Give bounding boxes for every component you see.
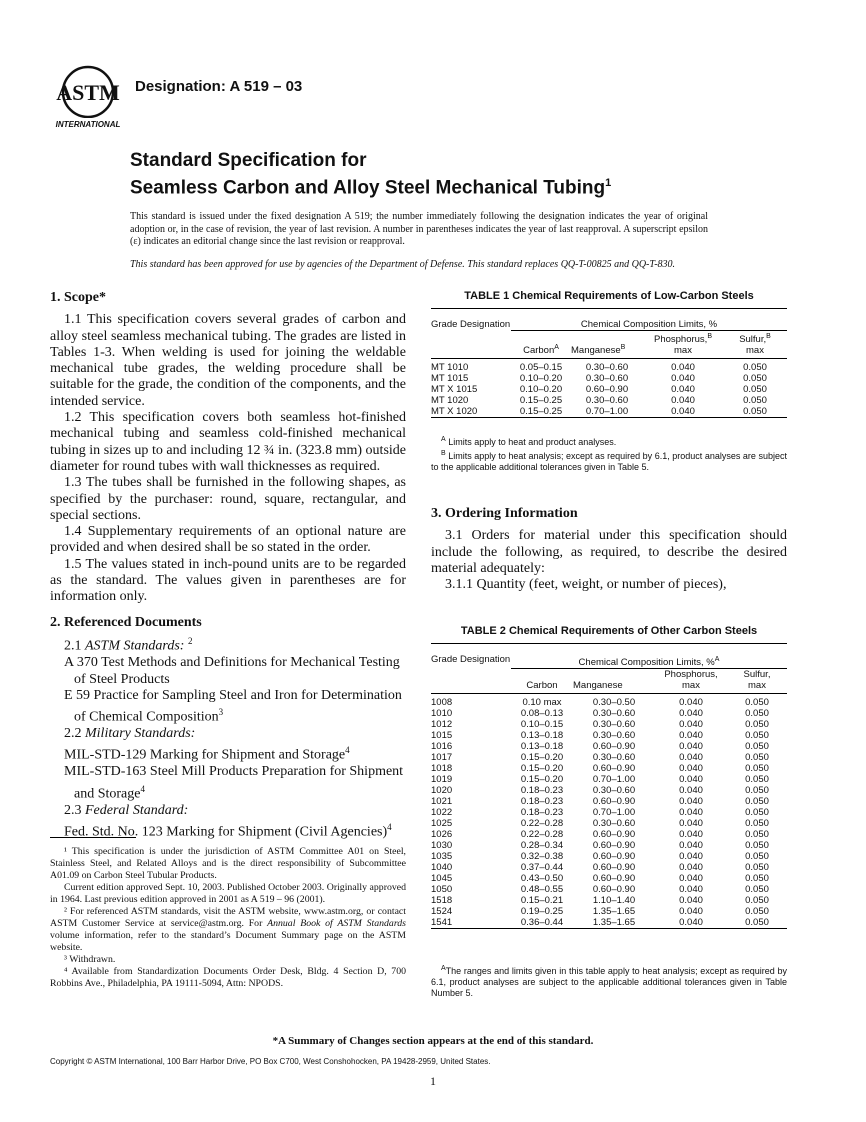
- table2-cell: 0.22–0.28: [520, 829, 564, 841]
- table2-row: [431, 763, 787, 774]
- table1-cell: 0.15–0.25: [519, 395, 563, 407]
- table2-cell: 1050: [431, 884, 453, 896]
- table2-row: [431, 917, 787, 929]
- table2-col-header: Manganese: [573, 680, 623, 692]
- table2-cell: 1008: [431, 697, 453, 709]
- table2-cell: 0.040: [679, 829, 703, 841]
- table2-row: [431, 851, 787, 862]
- table2-cell: 0.30–0.60: [592, 719, 636, 731]
- table1-cell: MT 1010: [431, 362, 469, 374]
- table2-cell: 0.050: [745, 730, 769, 742]
- table2-row: [431, 862, 787, 873]
- table1-cell: 0.040: [671, 406, 695, 418]
- table2-cell: 0.050: [745, 873, 769, 885]
- scope-1-2: 1.2 This specification covers both seamless hot-finished mechanical tubing and seamless cold-finished mechanical tubing in sizes up to and including 12 ¾ in. (323.8 mm) outside diameter for round tubes with wall thicknesses as required.: [50, 410, 406, 474]
- table2-cell: 1.10–1.40: [592, 895, 636, 907]
- scope-1-4: 1.4 Supplementary requirements of an optional nature are provided and when desired shall be so stated in the order.: [50, 524, 406, 556]
- table2-cell: 0.18–0.23: [520, 796, 564, 808]
- table1-note-a: $^A$ Limits apply to heat and product analyses.: [441, 436, 617, 447]
- table2-row: [431, 719, 787, 730]
- table2-cell: 0.040: [679, 796, 703, 808]
- table1-cell: MT 1015: [431, 373, 469, 385]
- table2-cell: 0.60–0.90: [592, 862, 636, 874]
- table2-cell: 0.050: [745, 752, 769, 764]
- table2-cell: 0.15–0.20: [520, 752, 564, 764]
- table2-cell: 1.35–1.65: [592, 917, 636, 929]
- table2-cell: 1026: [431, 829, 453, 841]
- table2-cell: 0.050: [745, 884, 769, 896]
- scope-heading: 1. Scope*: [50, 290, 106, 305]
- table2-cell: 0.040: [679, 840, 703, 852]
- table2-cell: 0.050: [745, 829, 769, 841]
- page-number: 1: [430, 1074, 436, 1088]
- table2-cell: 0.040: [679, 741, 703, 753]
- designation: Designation: A 519 – 03: [135, 78, 303, 95]
- footnote-2: ² For referenced ASTM standards, visit the ASTM website, www.astm.org, or contact ASTM Customer Service at service@astm.org. For Annual Book of ASTM Standards volume information, refer to the standard’s Document Summary page on the ASTM website.: [50, 906, 406, 953]
- section-referenced-documents: [50, 615, 406, 841]
- table2-col-header: Carbon: [526, 680, 558, 692]
- table2-cell: 0.43–0.50: [520, 873, 564, 885]
- table1-cell: 0.050: [743, 384, 767, 396]
- scope-1-5: 1.5 The values stated in inch-pound units are to be regarded as the standard. The values given in parentheses are for information only.: [50, 556, 406, 605]
- table2-cell: 0.15–0.20: [520, 763, 564, 775]
- table1-cell: 0.040: [671, 384, 695, 396]
- table2-cell: 1025: [431, 818, 453, 830]
- table1-cell: 0.040: [671, 373, 695, 385]
- table2-cell: 0.050: [745, 741, 769, 753]
- table1-grade-header: Grade Designation: [431, 319, 511, 330]
- table2-cell: 0.60–0.90: [592, 840, 636, 852]
- table1-cell: 0.70–1.00: [585, 406, 629, 418]
- table2-row: [431, 840, 787, 851]
- table1-row: [431, 373, 787, 384]
- table2-cell: 0.28–0.34: [520, 840, 564, 852]
- section-ordering-information: [431, 506, 787, 593]
- table2-cell: 0.040: [679, 774, 703, 786]
- refs-2-1: 2.1 ASTM Standards: $^2$: [64, 636, 193, 654]
- table2-col-header: Sulfur, max: [743, 669, 771, 692]
- table2-row: [431, 774, 787, 785]
- table2-cell: 0.60–0.90: [592, 763, 636, 775]
- table2-cell: 0.040: [679, 917, 703, 929]
- ref-a370: A 370 Test Methods and Definitions for Mechanical Testing of Steel Products: [64, 655, 400, 687]
- table2-cell: 1019: [431, 774, 453, 786]
- table2-cell: 0.040: [679, 862, 703, 874]
- title-line-2: Seamless Carbon and Alloy Steel Mechanical Tubing$^1$: [130, 177, 612, 199]
- table2-cell: 0.050: [745, 851, 769, 863]
- table2-cell: 0.32–0.38: [520, 851, 564, 863]
- table2-cell: 0.050: [745, 796, 769, 808]
- table2-cell: 1018: [431, 763, 453, 775]
- table2-cell: 0.040: [679, 851, 703, 863]
- table2-cell: 0.040: [679, 906, 703, 918]
- table1-cell: MT 1020: [431, 395, 469, 407]
- table2-cell: 0.15–0.21: [520, 895, 564, 907]
- table2: [431, 643, 787, 929]
- table2-cell: 1040: [431, 862, 453, 874]
- table2-cell: 1012: [431, 719, 453, 731]
- table2-cell: 0.050: [745, 895, 769, 907]
- table1-cell: 0.30–0.60: [585, 373, 629, 385]
- table1-notes: [431, 434, 787, 473]
- table2-row: [431, 895, 787, 906]
- table2-row: [431, 730, 787, 741]
- scope-1-3: 1.3 The tubes shall be furnished in the following shapes, as specified by the purchaser: round, square, rectangular, and special sections.: [50, 475, 406, 523]
- table1-col-header: Manganese$^B$: [571, 344, 626, 357]
- footnotes: [50, 846, 406, 990]
- table2-row: [431, 752, 787, 763]
- table1-cell: 0.050: [743, 395, 767, 407]
- table1-col-header: Phosphorus,$^B$ max: [653, 333, 712, 357]
- table2-cell: 0.050: [745, 785, 769, 797]
- table1-cell: 0.30–0.60: [585, 362, 629, 374]
- table2-cell: 1016: [431, 741, 453, 753]
- section-scope: [50, 290, 406, 606]
- table2-cell: 0.13–0.18: [520, 730, 564, 742]
- table1-col-header: Carbon$^A$: [523, 344, 559, 357]
- ordering-heading: 3. Ordering Information: [431, 506, 578, 521]
- table1-cell: MT X 1020: [431, 406, 478, 418]
- table1-cell: MT X 1015: [431, 384, 478, 396]
- table2-cell: 0.18–0.23: [520, 785, 564, 797]
- table2-row: [431, 796, 787, 807]
- table1-row: [431, 359, 787, 374]
- table2-cell: 0.040: [679, 708, 703, 720]
- table2-cell: 1524: [431, 906, 453, 918]
- refs-2-2: 2.2 Military Standards:: [64, 726, 196, 742]
- table1-cell: 0.040: [671, 395, 695, 407]
- defense-note: This standard has been approved for use by agencies of the Department of Defense. This standard replaces QQ-T-00825 and QQ-T-830.: [130, 259, 676, 270]
- table2-cell: 0.30–0.60: [592, 730, 636, 742]
- table1-row: [431, 395, 787, 406]
- table2-row: [431, 884, 787, 895]
- table1-row: [431, 384, 787, 395]
- copyright: Copyright © ASTM International, 100 Barr Harbor Drive, PO Box C700, West Conshohocken, PA 19428-2959, United States.: [50, 1057, 491, 1066]
- table2-cell: 1541: [431, 917, 453, 929]
- table2-cell: 0.60–0.90: [592, 884, 636, 896]
- table2-cell: 0.60–0.90: [592, 851, 636, 863]
- table2-cell: 0.040: [679, 752, 703, 764]
- table2-cell: 0.13–0.18: [520, 741, 564, 753]
- table2-cell: 0.30–0.60: [592, 752, 636, 764]
- table2-cell: 0.040: [679, 719, 703, 731]
- table2-cell: 0.30–0.60: [592, 708, 636, 720]
- table2-group-header: Chemical Composition Limits, %$^A$: [511, 644, 787, 669]
- table2-cell: 0.70–1.00: [592, 807, 636, 819]
- table2-cell: 0.22–0.28: [520, 818, 564, 830]
- table2-cell: 0.60–0.90: [592, 741, 636, 753]
- table2-cell: 0.050: [745, 697, 769, 709]
- table2-cell: 0.36–0.44: [520, 917, 564, 929]
- footnote-1-edition: Current edition approved Sept. 10, 2003. Published October 2003. Originally approved in 1964. Last previous edition approved in 2001 as A 519 – 96 (2001).: [50, 882, 406, 905]
- table2-row: [431, 708, 787, 719]
- ordering-3-1: 3.1 Orders for material under this specification should include the following, as required, to describe the desired material adequately:: [431, 528, 787, 576]
- summary-of-changes-note: *A Summary of Changes section appears at the end of this standard.: [272, 1035, 594, 1047]
- table2-cell: 0.050: [745, 917, 769, 929]
- table1-cell: 0.10–0.20: [519, 373, 563, 385]
- table2-cell: 1017: [431, 752, 453, 764]
- ordering-3-1-1: 3.1.1 Quantity (feet, weight, or number of pieces),: [445, 577, 727, 593]
- footnote-1: ¹ This specification is under the jurisdiction of ASTM Committee A01 on Steel, Stainless Steel, and Related Alloys and is the direct responsibility of Subcommittee A01.09 on Carbon Steel Tubular Products.: [50, 846, 406, 881]
- ref-mil-std-129: MIL-STD-129 Marking for Shipment and Storage$^4$: [64, 745, 350, 764]
- table2-row: [431, 807, 787, 818]
- table2-cell: 0.10–0.15: [520, 719, 564, 731]
- table2-cell: 0.050: [745, 719, 769, 731]
- table2-cell: 1022: [431, 807, 453, 819]
- table2-cell: 0.48–0.55: [520, 884, 564, 896]
- table2-cell: 0.60–0.90: [592, 829, 636, 841]
- table2-cell: 1035: [431, 851, 453, 863]
- table2-cell: 0.050: [745, 818, 769, 830]
- table2-row: [431, 829, 787, 840]
- table2-cell: 0.050: [745, 807, 769, 819]
- refs-2-3: 2.3 Federal Standard:: [64, 802, 189, 818]
- table2-row: [431, 694, 787, 709]
- table2-cell: 1020: [431, 785, 453, 797]
- table1-cell: 0.10–0.20: [519, 384, 563, 396]
- scope-1-1: 1.1 This specification covers several grades of carbon and alloy steel seamless mechanical tubing. The grades are listed in Tables 1-3. When welding is used for joining the weldable mechanical tube grades, the welding procedure shall be suitable for the grade, the condition of the components, and the intended service.: [50, 312, 406, 409]
- table2-cell: 0.050: [745, 862, 769, 874]
- table2-cell: 0.60–0.90: [592, 796, 636, 808]
- table1: [431, 308, 787, 418]
- table2-row: [431, 818, 787, 829]
- table2-cell: 1015: [431, 730, 453, 742]
- table2-row: [431, 906, 787, 917]
- table2-row: [431, 741, 787, 752]
- ref-fed-std-123: Fed. Std. No. 123 Marking for Shipment (Civil Agencies)$^4$: [64, 821, 392, 840]
- table1-cell: 0.050: [743, 406, 767, 418]
- table2-cell: 0.18–0.23: [520, 807, 564, 819]
- logo-text: ASTM: [56, 80, 120, 105]
- table1-note-b: $^B$ Limits apply to heat analysis; except as required by 6.1, product analyses are subject to the applicable additional tolerances given in Table 5.: [431, 450, 787, 472]
- table2-cell: 0.050: [745, 906, 769, 918]
- table2-cell: 0.040: [679, 697, 703, 709]
- table1-col-header: Sulfur,$^B$ max: [739, 333, 771, 357]
- logo-subtext: INTERNATIONAL: [55, 120, 121, 129]
- table2-cell: 0.30–0.60: [592, 785, 636, 797]
- table2-cell: 0.040: [679, 818, 703, 830]
- table2-notes: [431, 963, 787, 999]
- table2-col-header: Phosphorus, max: [664, 669, 718, 692]
- table2-cell: 0.15–0.20: [520, 774, 564, 786]
- refs-heading: 2. Referenced Documents: [50, 615, 202, 630]
- table2-note-a: $^A$The ranges and limits given in this table apply to heat analysis; except as required by 6.1, product analyses are subject to the applicable additional tolerances given in Table Number 5.: [431, 965, 787, 998]
- table2-cell: 1030: [431, 840, 453, 852]
- table2-cell: 0.050: [745, 774, 769, 786]
- title-line-1: Standard Specification for: [130, 150, 367, 171]
- table1-cell: 0.05–0.15: [519, 362, 563, 374]
- table2-caption: TABLE 2 Chemical Requirements of Other Carbon Steels: [460, 625, 758, 637]
- table2-cell: 0.70–1.00: [592, 774, 636, 786]
- table2-cell: 0.30–0.60: [592, 818, 636, 830]
- ref-mil-std-163: MIL-STD-163 Steel Mill Products Preparation for Shipment and Storage$^4$: [64, 764, 404, 802]
- table2-cell: 0.050: [745, 708, 769, 720]
- footnote-3: ³ Withdrawn.: [64, 954, 116, 965]
- table2-row: [431, 785, 787, 796]
- table2-cell: 1.35–1.65: [592, 906, 636, 918]
- table2-cell: 0.050: [745, 763, 769, 775]
- table2-cell: 0.040: [679, 763, 703, 775]
- table2-cell: 0.040: [679, 730, 703, 742]
- astm-logo: [50, 64, 126, 130]
- table2-cell: 1010: [431, 708, 453, 720]
- title-footnote-mark: 1: [605, 177, 612, 189]
- table2-cell: 0.040: [679, 884, 703, 896]
- table2-cell: 1045: [431, 873, 453, 885]
- table1-cell: 0.040: [671, 362, 695, 374]
- table1-cell: 0.050: [743, 373, 767, 385]
- table1-cell: 0.050: [743, 362, 767, 374]
- page-title: [130, 150, 611, 199]
- table2-grade-header: Grade Designation: [431, 654, 511, 665]
- footnote-rule: [50, 837, 136, 838]
- table2-cell: 0.19–0.25: [520, 906, 564, 918]
- table2-cell: 0.60–0.90: [592, 873, 636, 885]
- table2-cell: 0.050: [745, 840, 769, 852]
- table2-row: [431, 873, 787, 884]
- table1-cell: 0.60–0.90: [585, 384, 629, 396]
- table2-cell: 0.08–0.13: [520, 708, 564, 720]
- table1-cell: 0.15–0.25: [519, 406, 563, 418]
- table2-cell: 0.10 max: [522, 697, 562, 709]
- footnote-4: ⁴ Available from Standardization Documents Order Desk, Bldg. 4 Section D, 700 Robbins Ave., Philadelphia, PA 19111-5094, Attn: NPODS.: [50, 966, 406, 989]
- table1-group-header: Chemical Composition Limits, %: [511, 309, 787, 331]
- table1-row: [431, 406, 787, 418]
- table2-cell: 1518: [431, 895, 453, 907]
- table2-cell: 0.040: [679, 895, 703, 907]
- table2-cell: 0.30–0.50: [592, 697, 636, 709]
- table1-caption: TABLE 1 Chemical Requirements of Low-Carbon Steels: [464, 290, 754, 302]
- table2-cell: 0.040: [679, 785, 703, 797]
- table2-cell: 1021: [431, 796, 453, 808]
- ref-e59: E 59 Practice for Sampling Steel and Iron for Determination of Chemical Composition$^3$: [64, 687, 402, 725]
- table2-cell: 0.37–0.44: [520, 862, 564, 874]
- table2-cell: 0.040: [679, 807, 703, 819]
- table2-cell: 0.040: [679, 873, 703, 885]
- table1-cell: 0.30–0.60: [585, 395, 629, 407]
- issuance-note: This standard is issued under the fixed designation A 519; the number immediately following the designation indicates the year of original adoption or, in the case of revision, the year of last revision. A number in parentheses indicates the year of last reapproval. A superscript epsilon (ε) indicates an editorial change since the last revision or reapproval.: [130, 211, 708, 247]
